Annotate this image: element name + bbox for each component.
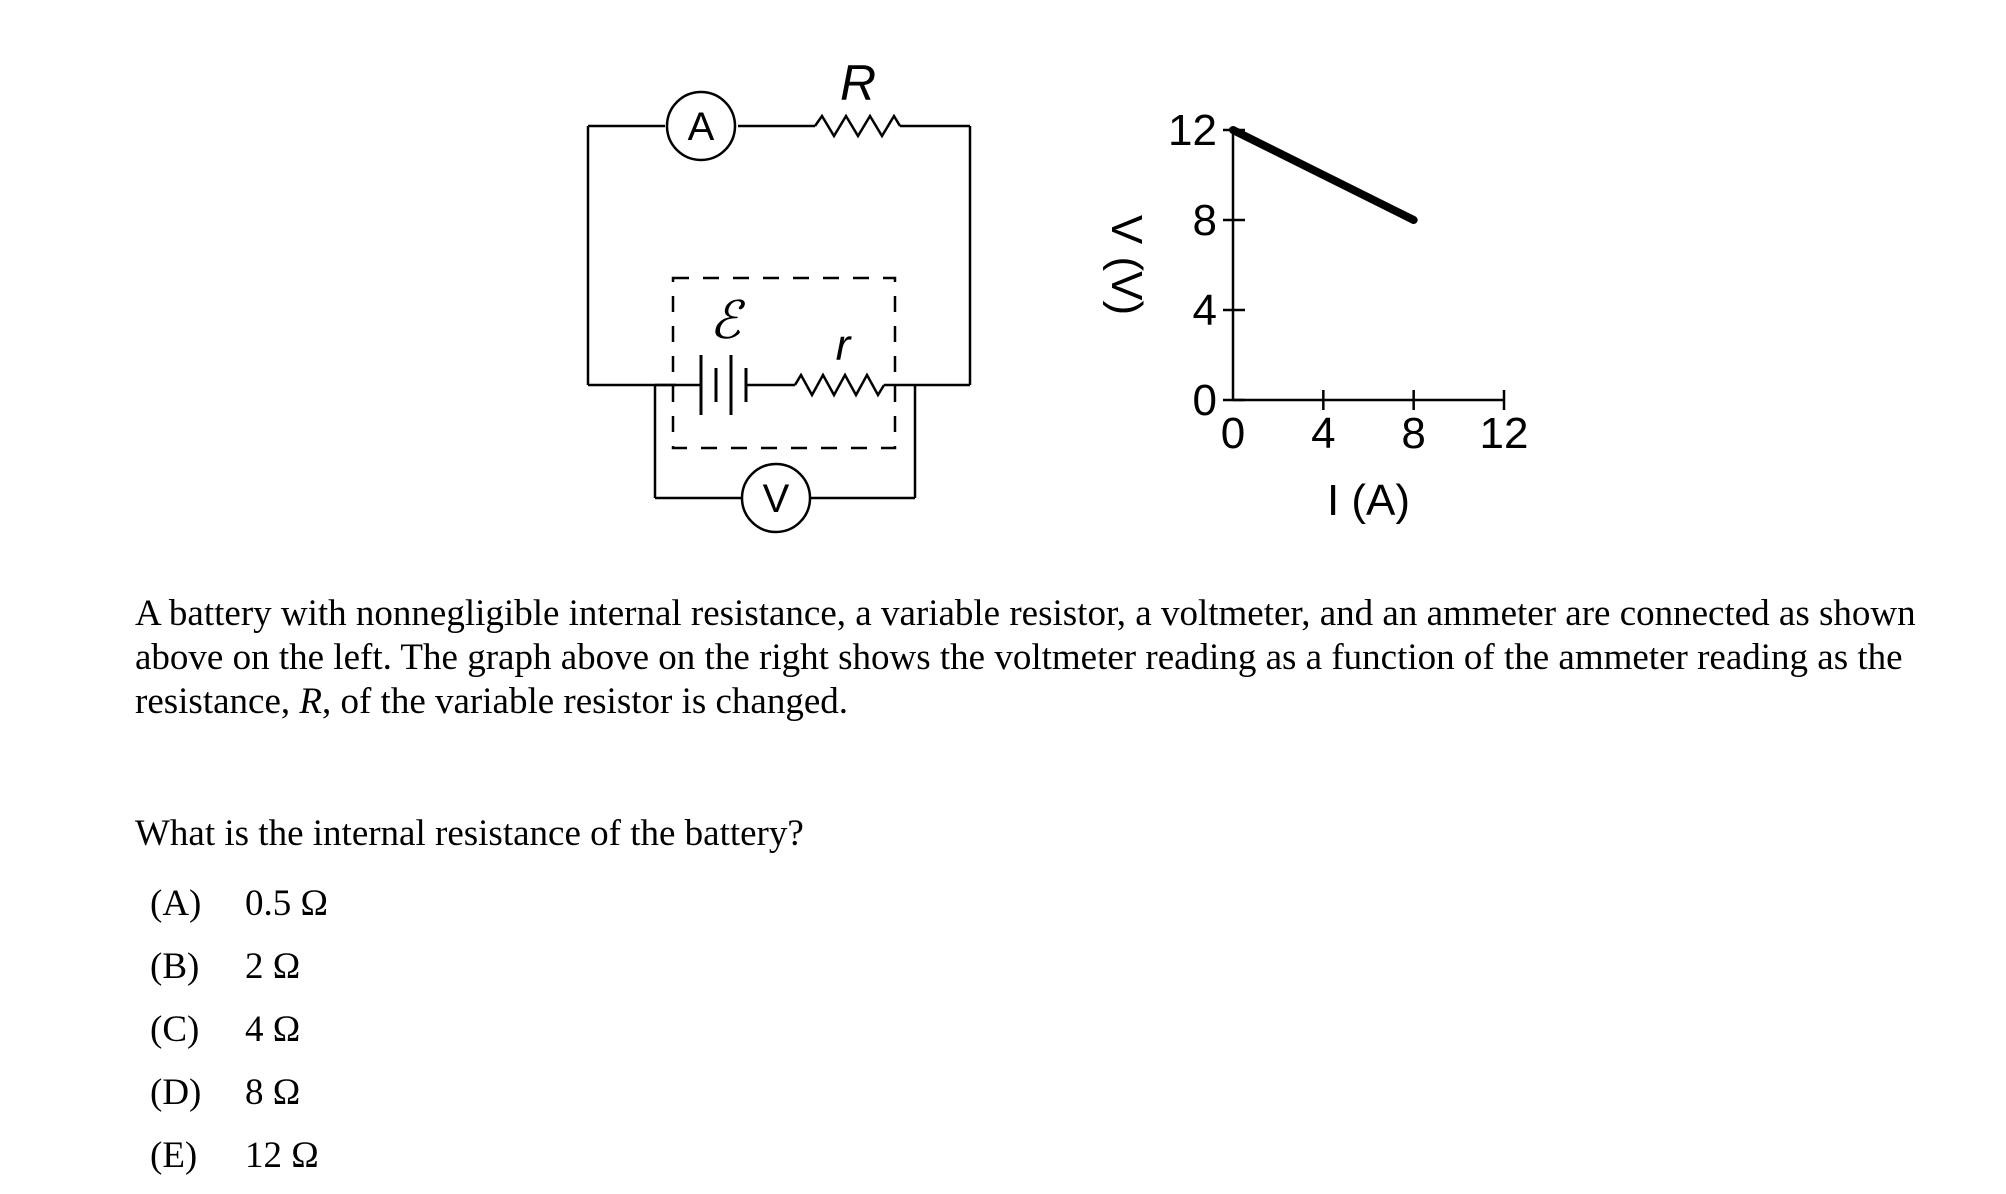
y-tick-label: 0 (1192, 376, 1217, 425)
x-tick-label: 0 (1220, 409, 1246, 458)
emf-label: ℰ (709, 293, 741, 350)
y-tick-label: 8 (1192, 196, 1217, 245)
choice-e[interactable] (150, 1124, 328, 1187)
choice-d[interactable] (150, 1061, 328, 1124)
x-tick-label: 8 (1401, 409, 1426, 458)
choice-b[interactable] (150, 935, 328, 998)
problem-paragraph (135, 592, 1945, 724)
choice-letter: (D) (150, 1072, 202, 1113)
choice-letter: (A) (150, 883, 202, 924)
internal-resistor-label: r (835, 321, 851, 370)
choice-value: 0.5 Ω (245, 883, 328, 924)
choice-letter: (C) (150, 1009, 200, 1050)
internal-resistor (795, 375, 884, 395)
x-tick-label: 12 (1479, 409, 1529, 458)
x-axis-label: I (A) (1326, 476, 1411, 525)
x-tick-label: 4 (1311, 409, 1336, 458)
voltage-current-chart (1102, 106, 1528, 525)
resistor-label: R (839, 55, 877, 111)
choice-value: 4 Ω (245, 1009, 301, 1050)
circuit-diagram (588, 92, 970, 532)
ammeter-label: A (687, 105, 715, 149)
choice-value: 2 Ω (245, 946, 301, 987)
y-tick-label: 12 (1168, 106, 1217, 155)
voltmeter-label: V (762, 477, 790, 521)
choice-letter: (B) (150, 946, 200, 987)
choice-a[interactable] (150, 872, 328, 935)
y-axis-label: V (V) (1102, 214, 1151, 316)
y-tick-label: 4 (1192, 286, 1217, 335)
choice-c[interactable] (150, 998, 328, 1061)
paragraph-text-1: A battery with nonnegligible internal resistance, a variable resistor, a voltmeter, and an ammeter are connected as shown above on the left. The graph above on the right shows the voltmeter reading as a function of the ammeter reading as the resistance, (135, 593, 1916, 722)
variable-resistor (815, 116, 900, 136)
choice-value: 8 Ω (245, 1072, 301, 1113)
choice-value: 12 Ω (245, 1135, 319, 1176)
question-text: What is the internal resistance of the battery? (135, 813, 804, 854)
series-line (1233, 130, 1414, 220)
paragraph-text-2: , of the variable resistor is changed. (321, 681, 849, 722)
paragraph-variable-r: R (299, 681, 322, 722)
choice-letter: (E) (150, 1135, 198, 1176)
answer-choices (150, 872, 328, 1187)
battery-box (673, 278, 895, 448)
